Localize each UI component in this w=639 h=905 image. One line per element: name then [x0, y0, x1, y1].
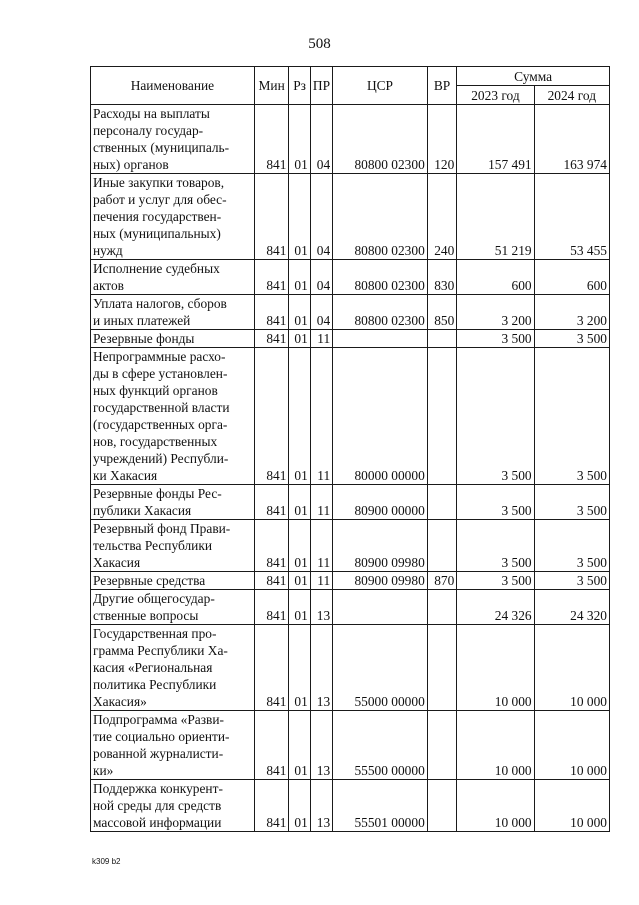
- row-min: 841: [254, 348, 289, 485]
- row-csr: [333, 590, 428, 625]
- row-sum-2024: 10 000: [534, 780, 609, 832]
- row-name: Другие общегосудар- ственные вопросы: [91, 590, 255, 625]
- table-row: [91, 711, 610, 780]
- row-csr: 55500 00000: [333, 711, 428, 780]
- header-sum: Сумма: [457, 67, 610, 86]
- row-sum-2023: 3 500: [457, 572, 534, 590]
- row-csr: 55501 00000: [333, 780, 428, 832]
- row-sum-2024: 3 500: [534, 572, 609, 590]
- header-vr: ВР: [427, 67, 457, 105]
- row-csr: [333, 330, 428, 348]
- row-sum-2024: 3 200: [534, 295, 609, 330]
- row-name: Иные закупки товаров, работ и услуг для обес- печения государствен- ных (муниципальных) нужд: [91, 174, 255, 260]
- row-pr: 04: [310, 174, 332, 260]
- row-rz: 01: [289, 330, 310, 348]
- row-csr: 80900 00000: [333, 485, 428, 520]
- table-row: [91, 625, 610, 711]
- row-vr: [427, 520, 457, 572]
- row-sum-2023: 157 491: [457, 105, 534, 174]
- table-row: [91, 174, 610, 260]
- row-vr: [427, 711, 457, 780]
- header-year-2024: 2024 год: [534, 86, 609, 105]
- row-sum-2024: 3 500: [534, 520, 609, 572]
- row-min: 841: [254, 260, 289, 295]
- row-sum-2023: 3 500: [457, 330, 534, 348]
- row-min: 841: [254, 572, 289, 590]
- header-rz: Рз: [289, 67, 310, 105]
- table-row: [91, 485, 610, 520]
- row-min: 841: [254, 295, 289, 330]
- row-sum-2023: 3 500: [457, 348, 534, 485]
- row-csr: 80800 02300: [333, 260, 428, 295]
- row-name: Расходы на выплаты персоналу государ- ственных (муниципаль- ных) органов: [91, 105, 255, 174]
- row-min: 841: [254, 625, 289, 711]
- row-sum-2024: 10 000: [534, 711, 609, 780]
- table-row: [91, 105, 610, 174]
- row-name: Поддержка конкурент- ной среды для средств массовой информации: [91, 780, 255, 832]
- table-row: [91, 572, 610, 590]
- table-header: [91, 67, 610, 105]
- row-min: 841: [254, 711, 289, 780]
- row-pr: 04: [310, 105, 332, 174]
- row-csr: 55000 00000: [333, 625, 428, 711]
- row-rz: 01: [289, 295, 310, 330]
- row-min: 841: [254, 590, 289, 625]
- row-name: Исполнение судебных актов: [91, 260, 255, 295]
- row-sum-2024: 10 000: [534, 625, 609, 711]
- budget-table: [90, 66, 610, 832]
- row-name: Резервный фонд Прави- тельства Республики Хакасия: [91, 520, 255, 572]
- table-row: [91, 348, 610, 485]
- row-rz: 01: [289, 105, 310, 174]
- row-min: 841: [254, 485, 289, 520]
- row-pr: 04: [310, 260, 332, 295]
- row-sum-2023: 24 326: [457, 590, 534, 625]
- row-sum-2023: 3 200: [457, 295, 534, 330]
- row-min: 841: [254, 330, 289, 348]
- header-pr: ПР: [310, 67, 332, 105]
- row-vr: [427, 625, 457, 711]
- row-csr: 80000 00000: [333, 348, 428, 485]
- row-rz: 01: [289, 174, 310, 260]
- header-name: Наименование: [91, 67, 255, 105]
- table-row: [91, 295, 610, 330]
- header-year-2023: 2023 год: [457, 86, 534, 105]
- row-min: 841: [254, 780, 289, 832]
- row-vr: 870: [427, 572, 457, 590]
- row-csr: 80900 09980: [333, 572, 428, 590]
- row-vr: 830: [427, 260, 457, 295]
- row-sum-2024: 600: [534, 260, 609, 295]
- row-rz: 01: [289, 348, 310, 485]
- row-sum-2024: 163 974: [534, 105, 609, 174]
- row-sum-2024: 3 500: [534, 348, 609, 485]
- table-row: [91, 590, 610, 625]
- row-vr: [427, 590, 457, 625]
- row-name: Уплата налогов, сборов и иных платежей: [91, 295, 255, 330]
- row-sum-2023: 10 000: [457, 625, 534, 711]
- row-vr: 240: [427, 174, 457, 260]
- row-rz: 01: [289, 780, 310, 832]
- row-rz: 01: [289, 260, 310, 295]
- table-row: [91, 520, 610, 572]
- row-name: Государственная про- грамма Республики Ха- касия «Региональная политика Республики Хакасия»: [91, 625, 255, 711]
- row-name: Резервные средства: [91, 572, 255, 590]
- row-vr: [427, 485, 457, 520]
- row-sum-2024: 3 500: [534, 330, 609, 348]
- row-vr: [427, 330, 457, 348]
- table-body: [91, 105, 610, 832]
- row-vr: [427, 348, 457, 485]
- row-min: 841: [254, 520, 289, 572]
- table-row: [91, 260, 610, 295]
- row-rz: 01: [289, 520, 310, 572]
- row-pr: 11: [310, 572, 332, 590]
- row-csr: 80900 09980: [333, 520, 428, 572]
- row-min: 841: [254, 105, 289, 174]
- row-pr: 13: [310, 590, 332, 625]
- row-rz: 01: [289, 572, 310, 590]
- row-name: Резервные фонды Рес- публики Хакасия: [91, 485, 255, 520]
- row-sum-2023: 600: [457, 260, 534, 295]
- row-sum-2024: 53 455: [534, 174, 609, 260]
- row-name: Подпрограмма «Разви- тие социально ориенти- рованной журналисти- ки»: [91, 711, 255, 780]
- row-pr: 13: [310, 780, 332, 832]
- header-min: Мин: [254, 67, 289, 105]
- row-csr: 80800 02300: [333, 174, 428, 260]
- row-vr: 120: [427, 105, 457, 174]
- row-sum-2023: 3 500: [457, 485, 534, 520]
- header-csr: ЦСР: [333, 67, 428, 105]
- row-vr: 850: [427, 295, 457, 330]
- row-pr: 11: [310, 520, 332, 572]
- row-csr: 80800 02300: [333, 105, 428, 174]
- row-name: Непрограммные расхо- ды в сфере установлен- ных функций органов государственной власти (государственных орга- нов, государственных учреждений) Республи- ки Хакасия: [91, 348, 255, 485]
- row-sum-2023: 10 000: [457, 780, 534, 832]
- row-sum-2023: 3 500: [457, 520, 534, 572]
- row-min: 841: [254, 174, 289, 260]
- row-rz: 01: [289, 625, 310, 711]
- row-sum-2023: 51 219: [457, 174, 534, 260]
- row-pr: 11: [310, 330, 332, 348]
- row-rz: 01: [289, 590, 310, 625]
- table-row: [91, 330, 610, 348]
- row-pr: 04: [310, 295, 332, 330]
- row-pr: 11: [310, 348, 332, 485]
- row-sum-2024: 24 320: [534, 590, 609, 625]
- row-sum-2024: 3 500: [534, 485, 609, 520]
- row-name: Резервные фонды: [91, 330, 255, 348]
- row-pr: 13: [310, 711, 332, 780]
- row-vr: [427, 780, 457, 832]
- row-rz: 01: [289, 711, 310, 780]
- row-pr: 13: [310, 625, 332, 711]
- row-pr: 11: [310, 485, 332, 520]
- row-csr: 80800 02300: [333, 295, 428, 330]
- footer-code: k309 b2: [92, 857, 121, 866]
- row-rz: 01: [289, 485, 310, 520]
- table-row: [91, 780, 610, 832]
- page-number: 508: [308, 36, 331, 52]
- row-sum-2023: 10 000: [457, 711, 534, 780]
